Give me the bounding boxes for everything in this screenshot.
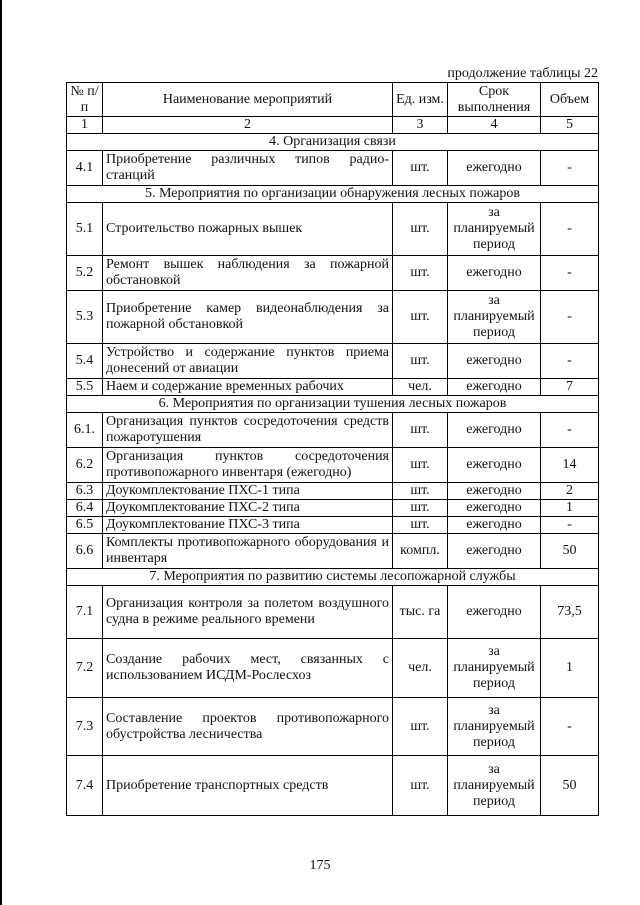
volume-value: -	[541, 151, 599, 186]
activity-name: Составление проектов противопожарного обустройства лесничества	[103, 698, 393, 756]
row-number: 5.1	[67, 203, 103, 256]
activity-name: Организация контроля за полетом воздушного судна в режиме реального времени	[103, 586, 393, 639]
table-row	[67, 379, 599, 396]
volume-value: 1	[541, 500, 599, 517]
table-row	[67, 534, 599, 569]
activity-name: Доукомплектование ПХС-3 типа	[103, 517, 393, 534]
row-number: 4.1	[67, 151, 103, 186]
table-row	[67, 756, 599, 816]
completion-term: ежегодно	[448, 534, 541, 569]
activity-name: Доукомплектование ПХС-1 типа	[103, 483, 393, 500]
activity-name: Ремонт вышек наблюдения за пожарной обстановкой	[103, 256, 393, 291]
section-title: 4. Организация связи	[67, 134, 599, 151]
completion-term: ежегодно	[448, 483, 541, 500]
table-row	[67, 483, 599, 500]
volume-value: 73,5	[541, 586, 599, 639]
activity-name: Приобретение различных типов радио-станций	[103, 151, 393, 186]
completion-term: ежегодно	[448, 151, 541, 186]
completion-term: ежегодно	[448, 344, 541, 379]
completion-term: за планируемый период	[448, 639, 541, 698]
table-row	[67, 448, 599, 483]
header-unit: Ед. изм.	[393, 83, 448, 117]
header-term: Срок выполнения	[448, 83, 541, 117]
volume-value: 50	[541, 756, 599, 816]
completion-term: за планируемый период	[448, 756, 541, 816]
unit-of-measure: шт.	[393, 344, 448, 379]
volume-value: -	[541, 291, 599, 344]
row-number: 6.3	[67, 483, 103, 500]
section-title: 7. Мероприятия по развитию системы лесопожарной службы	[67, 569, 599, 586]
section-header-row	[67, 134, 599, 151]
row-number: 7.1	[67, 586, 103, 639]
column-number: 5	[541, 117, 599, 134]
unit-of-measure: шт.	[393, 500, 448, 517]
activity-name: Устройство и содержание пунктов приема донесений от авиации	[103, 344, 393, 379]
volume-value: 50	[541, 534, 599, 569]
activity-name: Комплекты противопожарного оборудования и инвентаря	[103, 534, 393, 569]
column-number: 4	[448, 117, 541, 134]
row-number: 6.1.	[67, 413, 103, 448]
table-row	[67, 203, 599, 256]
column-number: 1	[67, 117, 103, 134]
row-number: 7.2	[67, 639, 103, 698]
row-number: 5.3	[67, 291, 103, 344]
unit-of-measure: шт.	[393, 483, 448, 500]
table-row	[67, 517, 599, 534]
completion-term: ежегодно	[448, 379, 541, 396]
activity-name: Наем и содержание временных рабочих	[103, 379, 393, 396]
unit-of-measure: чел.	[393, 379, 448, 396]
unit-of-measure: шт.	[393, 291, 448, 344]
section-header-row	[67, 569, 599, 586]
header-name: Наименование мероприятий	[103, 83, 393, 117]
activity-name: Приобретение транспортных средств	[103, 756, 393, 816]
row-number: 7.4	[67, 756, 103, 816]
row-number: 5.5	[67, 379, 103, 396]
volume-value: -	[541, 344, 599, 379]
unit-of-measure: шт.	[393, 756, 448, 816]
row-number: 6.6	[67, 534, 103, 569]
unit-of-measure: шт.	[393, 151, 448, 186]
header-volume: Объем	[541, 83, 599, 117]
table-header-row	[67, 83, 599, 117]
completion-term: ежегодно	[448, 256, 541, 291]
volume-value: 7	[541, 379, 599, 396]
unit-of-measure: шт.	[393, 203, 448, 256]
unit-of-measure: шт.	[393, 413, 448, 448]
volume-value: 14	[541, 448, 599, 483]
completion-term: ежегодно	[448, 448, 541, 483]
header-num: № п/п	[67, 83, 103, 117]
unit-of-measure: компл.	[393, 534, 448, 569]
volume-value: -	[541, 517, 599, 534]
volume-value: -	[541, 698, 599, 756]
row-number: 5.2	[67, 256, 103, 291]
completion-term: за планируемый период	[448, 291, 541, 344]
volume-value: -	[541, 203, 599, 256]
volume-value: -	[541, 413, 599, 448]
row-number: 6.5	[67, 517, 103, 534]
page-number: 175	[309, 858, 331, 873]
row-number: 6.4	[67, 500, 103, 517]
volume-value: 2	[541, 483, 599, 500]
scan-edge-line	[0, 0, 2, 905]
activity-name: Организация пунктов сосредоточения средств пожаротушения	[103, 413, 393, 448]
table-row	[67, 344, 599, 379]
row-number: 6.2	[67, 448, 103, 483]
unit-of-measure: шт.	[393, 448, 448, 483]
completion-term: ежегодно	[448, 517, 541, 534]
completion-term: ежегодно	[448, 586, 541, 639]
unit-of-measure: тыс. га	[393, 586, 448, 639]
section-title: 5. Мероприятия по организации обнаружения лесных пожаров	[67, 186, 599, 203]
table-row	[67, 698, 599, 756]
completion-term: за планируемый период	[448, 698, 541, 756]
completion-term: ежегодно	[448, 500, 541, 517]
unit-of-measure: шт.	[393, 256, 448, 291]
activity-name: Создание рабочих мест, связанных с использованием ИСДМ-Рослесхоз	[103, 639, 393, 698]
table-row	[67, 151, 599, 186]
activity-name: Организация пунктов сосредоточения противопожарного инвентаря (ежегодно)	[103, 448, 393, 483]
unit-of-measure: шт.	[393, 517, 448, 534]
table-row	[67, 291, 599, 344]
table-row	[67, 413, 599, 448]
unit-of-measure: шт.	[393, 698, 448, 756]
column-number: 2	[103, 117, 393, 134]
table-row	[67, 639, 599, 698]
table-row	[67, 586, 599, 639]
row-number: 7.3	[67, 698, 103, 756]
activity-name: Строительство пожарных вышек	[103, 203, 393, 256]
section-header-row	[67, 396, 599, 413]
column-number-row	[67, 117, 599, 134]
activity-name: Приобретение камер видеонаблюдения за пожарной обстановкой	[103, 291, 393, 344]
volume-value: -	[541, 256, 599, 291]
activities-table	[66, 82, 599, 816]
table-continuation-caption: продолжение таблицы 22	[447, 66, 598, 81]
table-row	[67, 500, 599, 517]
activity-name: Доукомплектование ПХС-2 типа	[103, 500, 393, 517]
row-number: 5.4	[67, 344, 103, 379]
completion-term: ежегодно	[448, 413, 541, 448]
volume-value: 1	[541, 639, 599, 698]
unit-of-measure: чел.	[393, 639, 448, 698]
section-title: 6. Мероприятия по организации тушения лесных пожаров	[67, 396, 599, 413]
completion-term: за планируемый период	[448, 203, 541, 256]
table-row	[67, 256, 599, 291]
column-number: 3	[393, 117, 448, 134]
section-header-row	[67, 186, 599, 203]
